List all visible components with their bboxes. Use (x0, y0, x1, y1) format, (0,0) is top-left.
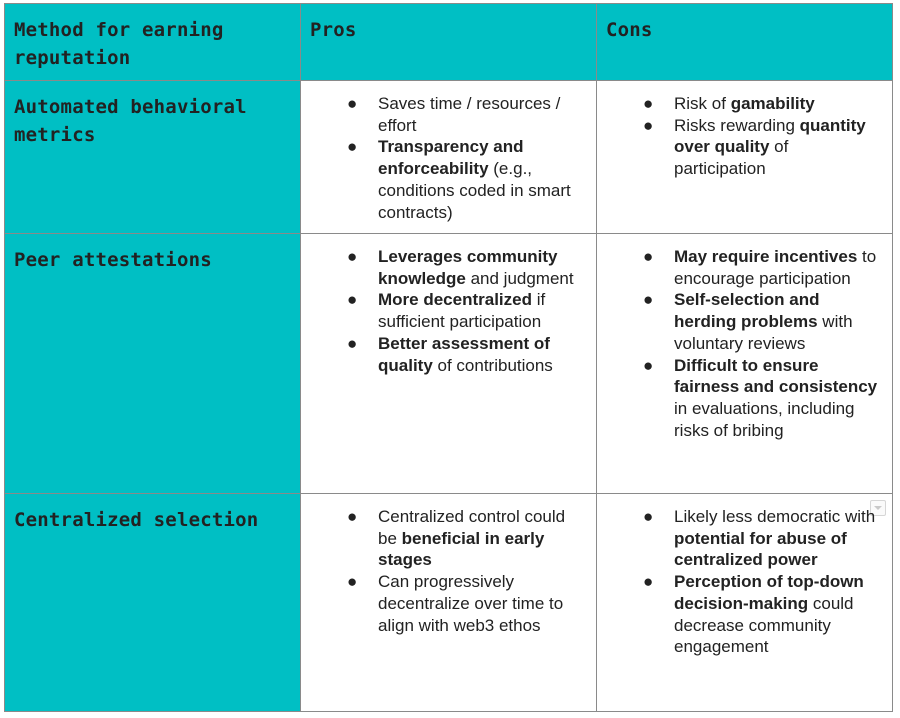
text-segment: Risk of (674, 94, 731, 113)
table-header-row (5, 4, 893, 81)
text-segment: with voluntary reviews (674, 312, 853, 353)
bullet-icon: ● (347, 333, 358, 353)
header-method-label: Method for earning reputation (14, 19, 224, 69)
method-cell[interactable] (5, 234, 301, 494)
text-segment: could decrease community engagement (674, 593, 854, 657)
text-segment: to encourage participation (674, 247, 877, 288)
text-segment: and judgment (465, 268, 574, 288)
list-item (597, 246, 884, 289)
bold-text: Better assessment of quality (378, 333, 550, 375)
bold-text: Perception of top-down decision-making (674, 572, 864, 613)
bold-text: quantity over quality (674, 115, 866, 157)
pros-list (301, 234, 596, 384)
bullet-icon: ● (643, 355, 654, 375)
method-cell[interactable] (5, 494, 301, 712)
bullet-icon: ● (347, 247, 358, 266)
bullet-icon: ● (643, 94, 654, 113)
bold-text: More decentralized (378, 290, 532, 310)
cons-list (597, 494, 892, 666)
bold-text: gamability (730, 94, 815, 113)
text-segment: in evaluations, including risks of bribing (674, 398, 855, 440)
pros-list (301, 494, 596, 644)
list-item (597, 571, 884, 658)
list-item (301, 93, 588, 136)
table-row (5, 81, 893, 234)
list-item (301, 136, 588, 223)
text-segment: Saves time / resources / effort (378, 94, 561, 135)
text-segment: Centralized control could be (378, 507, 566, 548)
text-segment: Likely less democratic with (674, 507, 876, 526)
list-item (301, 506, 588, 571)
cons-list (597, 234, 892, 449)
bullet-icon: ● (643, 115, 654, 135)
bold-text: Difficult to ensure fairness and consistency (674, 355, 878, 397)
list-item (301, 289, 588, 332)
list-item (301, 571, 588, 636)
bullet-icon: ● (347, 94, 358, 113)
bullet-icon: ● (643, 572, 654, 592)
method-label: Centralized selection (14, 509, 259, 531)
list-item (597, 289, 884, 354)
text-segment: if sufficient participation (378, 290, 546, 332)
pros-cell[interactable] (301, 234, 597, 494)
text-segment: Risks rewarding (674, 115, 800, 135)
list-item (301, 333, 588, 376)
bold-text: May require incentives (674, 247, 858, 266)
method-label: Automated behavioral metrics (14, 96, 247, 146)
bullet-icon: ● (347, 290, 358, 310)
text-segment: of contributions (432, 355, 553, 375)
list-item (597, 506, 884, 571)
cons-cell[interactable] (597, 234, 893, 494)
header-cons-label: Cons (606, 19, 653, 41)
reputation-methods-table (4, 3, 893, 712)
header-pros-label: Pros (310, 19, 357, 41)
bullet-icon: ● (643, 507, 654, 526)
bold-text: potential for abuse of centralized power (674, 528, 847, 570)
bullet-icon: ● (347, 137, 358, 157)
list-item (597, 93, 884, 115)
header-cell-method[interactable] (5, 4, 301, 81)
list-item (301, 246, 588, 289)
bold-text: Transparency and enforceability (378, 137, 524, 179)
method-cell[interactable] (5, 81, 301, 234)
pros-cell[interactable] (301, 494, 597, 712)
table-row (5, 494, 893, 712)
text-segment: of participation (674, 137, 789, 179)
list-item (597, 115, 884, 180)
pros-list (301, 81, 596, 231)
pros-cell[interactable] (301, 81, 597, 234)
bold-text: Self-selection and herding problems (674, 290, 820, 332)
cons-cell[interactable] (597, 81, 893, 234)
cons-cell[interactable] (597, 494, 893, 712)
cons-list (597, 81, 892, 188)
table-row (5, 234, 893, 494)
text-segment: Can progressively decentralize over time to align with web3 ethos (378, 572, 564, 635)
list-item (597, 355, 884, 442)
bullet-icon: ● (643, 290, 654, 310)
bullet-icon: ● (347, 507, 358, 526)
bold-text: Leverages community knowledge (378, 247, 558, 288)
header-cell-cons[interactable] (597, 4, 893, 81)
text-segment: (e.g., conditions coded in smart contracts) (378, 159, 571, 222)
header-cell-pros[interactable] (301, 4, 597, 81)
method-label: Peer attestations (14, 249, 212, 271)
bullet-icon: ● (347, 572, 358, 592)
bullet-icon: ● (643, 247, 654, 266)
bold-text: beneficial in early stages (378, 528, 545, 570)
